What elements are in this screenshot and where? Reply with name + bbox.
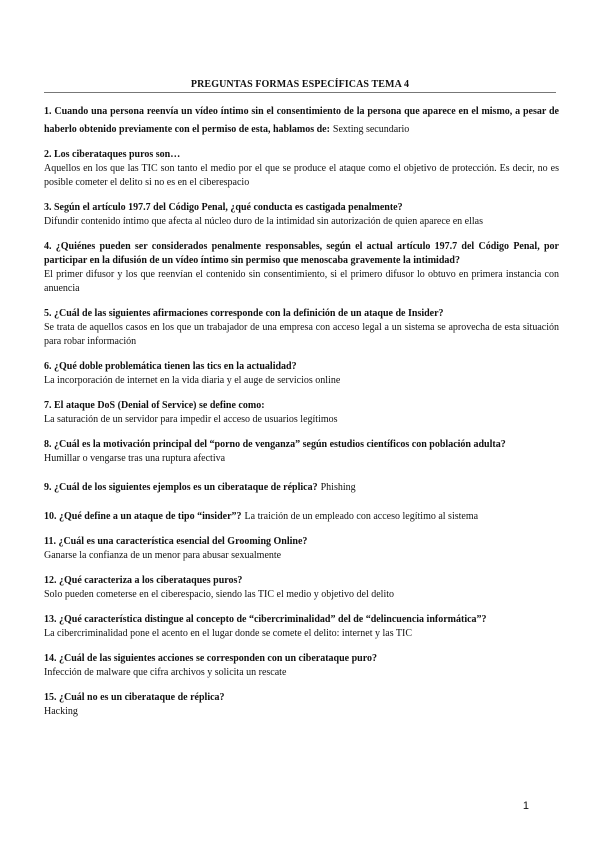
question-text: 5. ¿Cuál de las siguientes afirmaciones corresponde con la definición de un ataque de Insider?: [44, 308, 444, 319]
question-item-13: [44, 613, 559, 641]
answer-text: La saturación de un servidor para impedir el acceso de usuarios legítimos: [44, 414, 338, 425]
question-text: 8. ¿Cuál es la motivación principal del “porno de venganza” según estudios científicos con población adulta?: [44, 439, 506, 450]
question-item-8: [44, 438, 559, 466]
title-underline: [44, 92, 556, 93]
question-item-14: [44, 652, 559, 680]
answer-text: Infección de malware que cifra archivos y solicita un rescate: [44, 667, 287, 678]
question-item-7: [44, 399, 559, 427]
question-item-10: [44, 506, 559, 524]
question-text: 11. ¿Cuál es una característica esencial del Grooming Online?: [44, 536, 308, 547]
question-item-4: [44, 240, 559, 296]
answer-text: La incorporación de internet en la vida diaria y el auge de servicios online: [44, 375, 341, 386]
question-text: 2. Los ciberataques puros son…: [44, 149, 181, 160]
question-item-1: [44, 101, 559, 137]
question-text: 1. Cuando una persona reenvía un vídeo íntimo sin el consentimiento de la persona que aparece en el mismo, a pesar de haberlo obtenido previamente con el permiso de esta, hablamos de:: [44, 106, 559, 135]
page-number: 1: [522, 800, 529, 812]
question-item-11: [44, 535, 559, 563]
question-text: 15. ¿Cuál no es un ciberataque de réplica?: [44, 692, 225, 703]
question-item-12: [44, 574, 559, 602]
answer-text: Solo pueden cometerse en el ciberespacio, siendo las TIC el medio y objetivo del delito: [44, 589, 394, 600]
question-list: [44, 101, 559, 719]
answer-text: La cibercriminalidad pone el acento en el lugar donde se comete el delito: internet y las TIC: [44, 628, 413, 639]
document-title: PREGUNTAS FORMAS ESPECÍFICAS TEMA 4: [190, 79, 410, 90]
question-item-6: [44, 360, 559, 388]
answer-text: Humillar o vengarse tras una ruptura afectiva: [44, 453, 226, 464]
answer-text: Aquellos en los que las TIC son tanto el medio por el que se produce el ataque como el objetivo de protección. Es decir, no es posible cometer el delito si no es en el ciberespacio: [44, 163, 559, 188]
question-item-5: [44, 307, 559, 349]
question-item-9: [44, 477, 559, 495]
question-text: 12. ¿Qué caracteriza a los ciberataques puros?: [44, 575, 243, 586]
answer-text: La traición de un empleado con acceso legítimo al sistema: [244, 511, 479, 522]
answer-text: Difundir contenido íntimo que afecta al núcleo duro de la intimidad sin autorización de quien aparece en ellas: [44, 216, 484, 227]
answer-text: El primer difusor y los que reenvían el contenido sin consentimiento, si el primero difusor lo obtuvo en primera instancia con anuencia: [44, 269, 559, 294]
answer-text: Phishing: [320, 482, 356, 493]
question-text: 10. ¿Qué define a un ataque de tipo “insider”?: [44, 511, 242, 522]
question-text: 7. El ataque DoS (Denial of Service) se define como:: [44, 400, 265, 411]
answer-text: Se trata de aquellos casos en los que un trabajador de una empresa con acceso legal a un sistema se aprovecha de esta situación para robar información: [44, 322, 559, 347]
question-item-3: [44, 201, 559, 229]
question-item-15: [44, 691, 559, 719]
question-item-2: [44, 148, 559, 190]
question-text: 4. ¿Quiénes pueden ser considerados penalmente responsables, según el actual artículo 197.7 del Código Penal, por participar en la difusión de un vídeo íntimo sin permiso que menoscaba gravemente la intimidad?: [44, 241, 559, 266]
question-text: 14. ¿Cuál de las siguientes acciones se corresponden con un ciberataque puro?: [44, 653, 377, 664]
answer-text: Hacking: [44, 706, 78, 717]
question-text: 9. ¿Cuál de los siguientes ejemplos es un ciberataque de réplica?: [44, 482, 318, 493]
question-text: 6. ¿Qué doble problemática tienen las tics en la actualidad?: [44, 361, 297, 372]
question-text: 13. ¿Qué característica distingue al concepto de “cibercriminalidad” del de “delincuencia informática”?: [44, 614, 487, 625]
answer-text: Sexting secundario: [332, 124, 410, 135]
question-text: 3. Según el artículo 197.7 del Código Penal, ¿qué conducta es castigada penalmente?: [44, 202, 403, 213]
answer-text: Ganarse la confianza de un menor para abusar sexualmente: [44, 550, 282, 561]
